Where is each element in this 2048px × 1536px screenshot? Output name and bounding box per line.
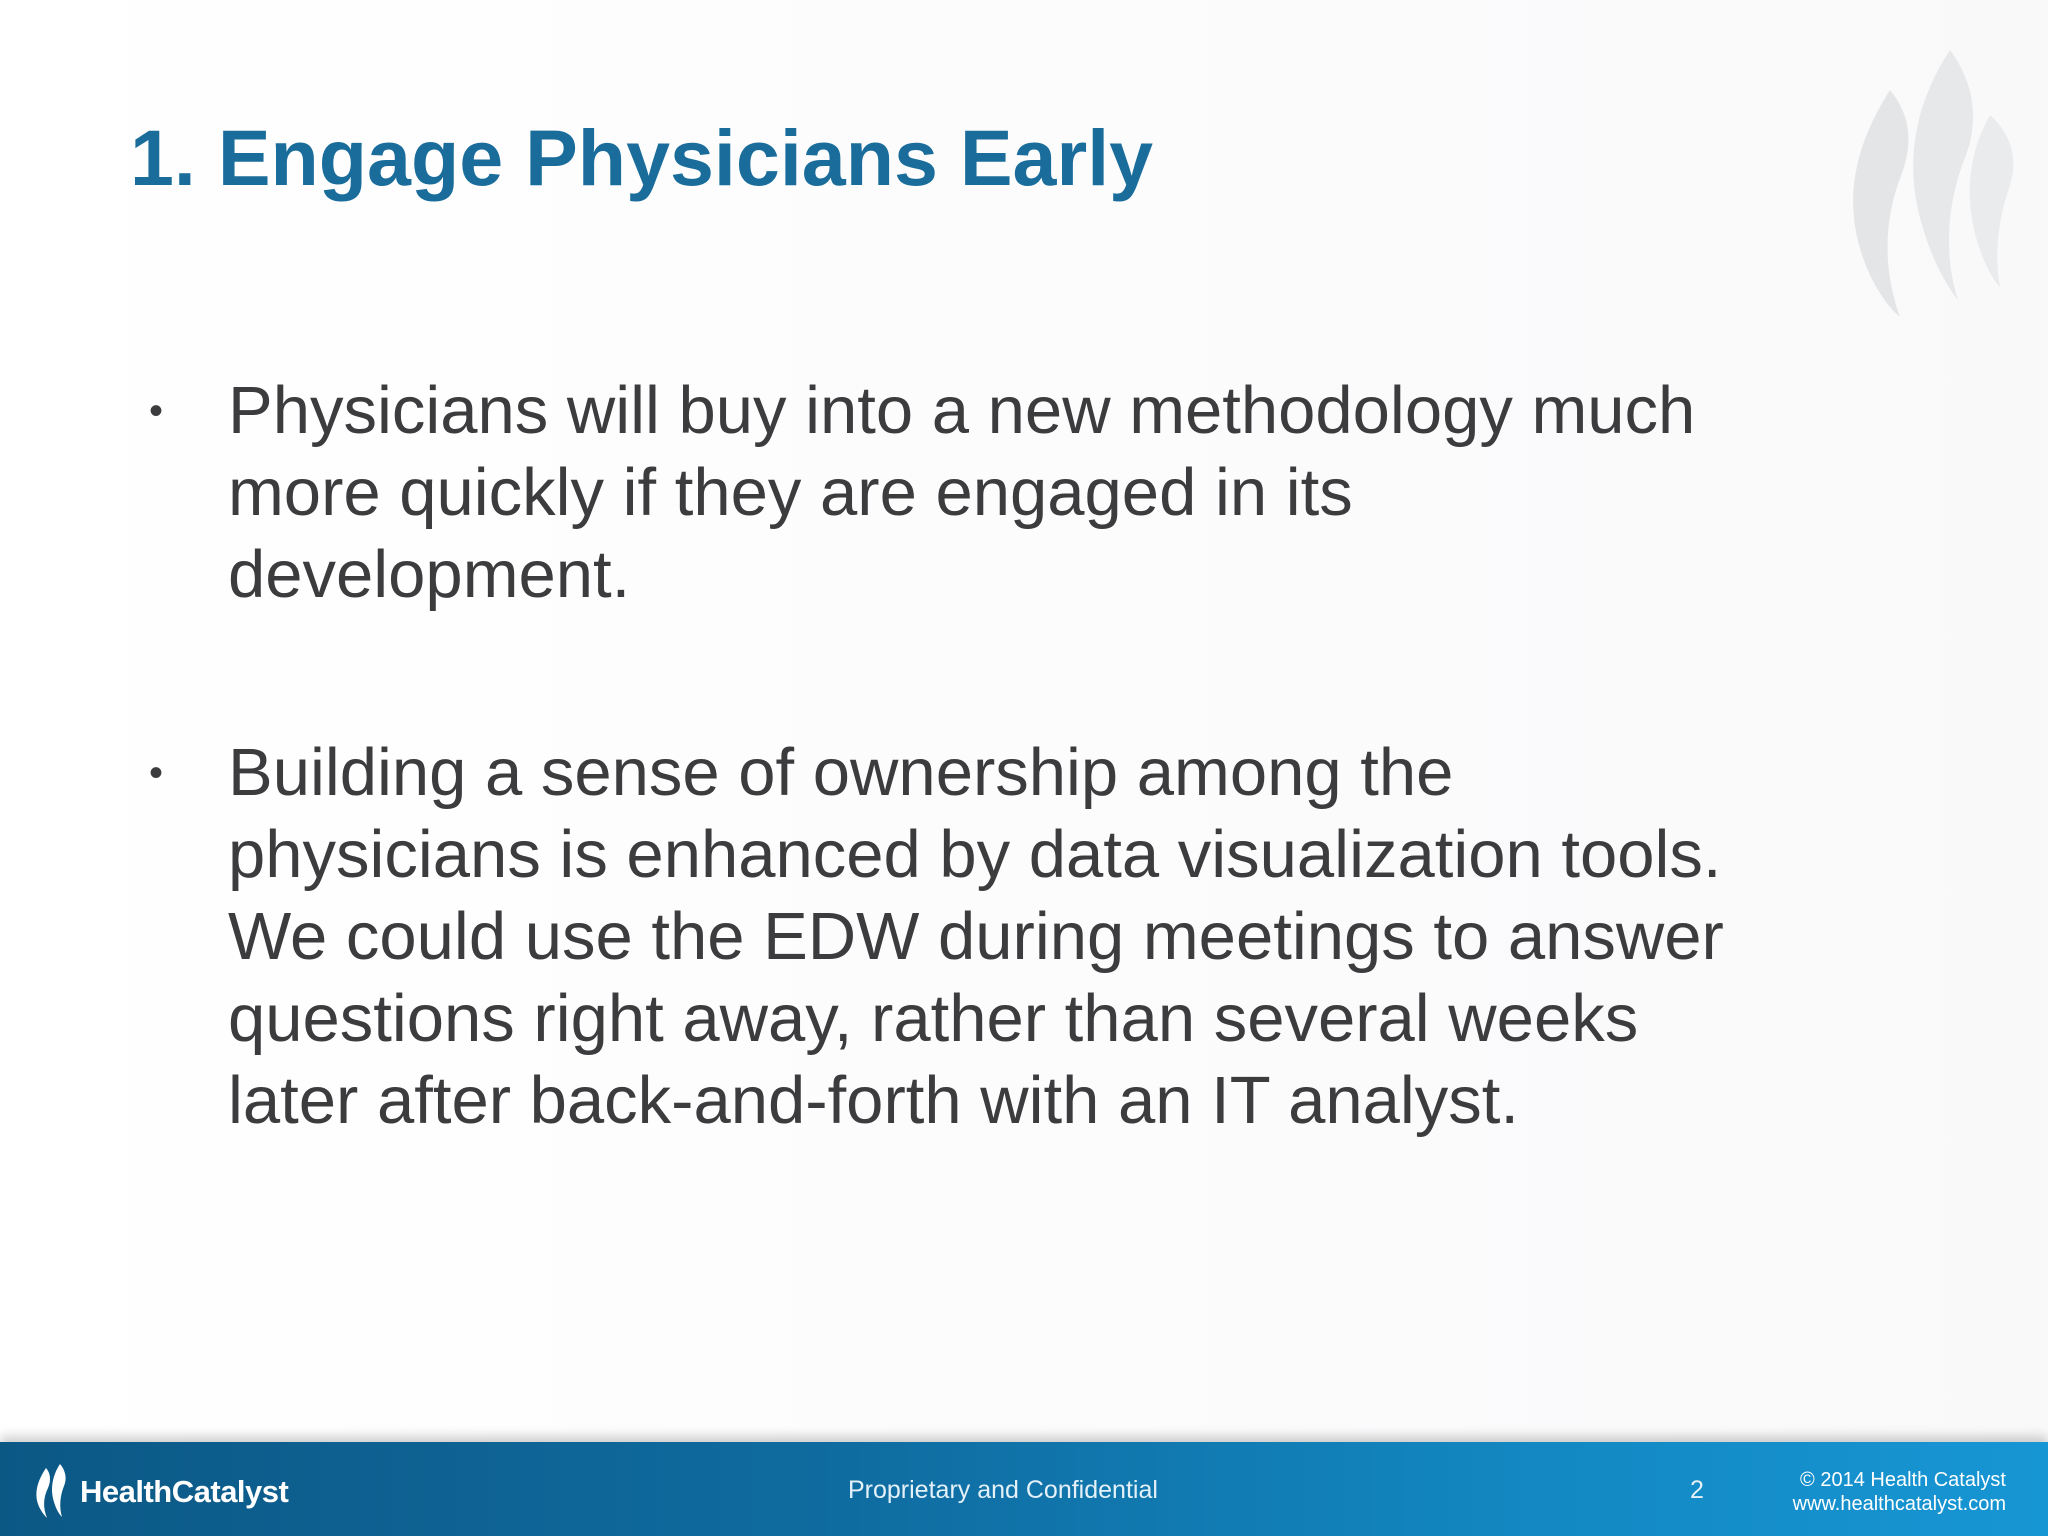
confidential-label: Proprietary and Confidential bbox=[848, 1476, 1158, 1504]
slide-title: 1. Engage Physicians Early bbox=[130, 113, 1154, 202]
bullet-line: questions right away, rather than several weeks bbox=[228, 981, 1639, 1056]
bullet-line: physicians is enhanced by data visualization tools. bbox=[228, 817, 1722, 892]
bullet-dot: • bbox=[149, 751, 164, 795]
bullet-line: We could use the EDW during meetings to answer bbox=[228, 899, 1724, 974]
website-url: www.healthcatalyst.com bbox=[1792, 1493, 2006, 1515]
bullet-line: later after back-and-forth with an IT analyst. bbox=[228, 1063, 1519, 1138]
page-number: 2 bbox=[1690, 1476, 1704, 1504]
copyright-block bbox=[1793, 1468, 2006, 1516]
health-catalyst-logo bbox=[34, 1464, 288, 1520]
bullet-item bbox=[145, 732, 1805, 1142]
bullet-line: Building a sense of ownership among the bbox=[228, 735, 1454, 810]
logo-text: HealthCatalyst bbox=[80, 1474, 289, 1509]
flame-logo-icon bbox=[34, 1464, 74, 1520]
bullet-line: Physicians will buy into a new methodology much bbox=[228, 373, 1696, 448]
flame-logo-watermark-icon bbox=[1840, 45, 2020, 325]
copyright-text: © 2014 Health Catalyst bbox=[1800, 1469, 2006, 1491]
bullet-line: more quickly if they are engaged in its bbox=[228, 455, 1353, 530]
bullet-list bbox=[145, 370, 1805, 1142]
bullet-line: development. bbox=[228, 537, 631, 612]
bullet-item bbox=[145, 370, 1805, 616]
footer-bar bbox=[0, 1442, 2048, 1536]
bullet-dot: • bbox=[149, 389, 164, 433]
